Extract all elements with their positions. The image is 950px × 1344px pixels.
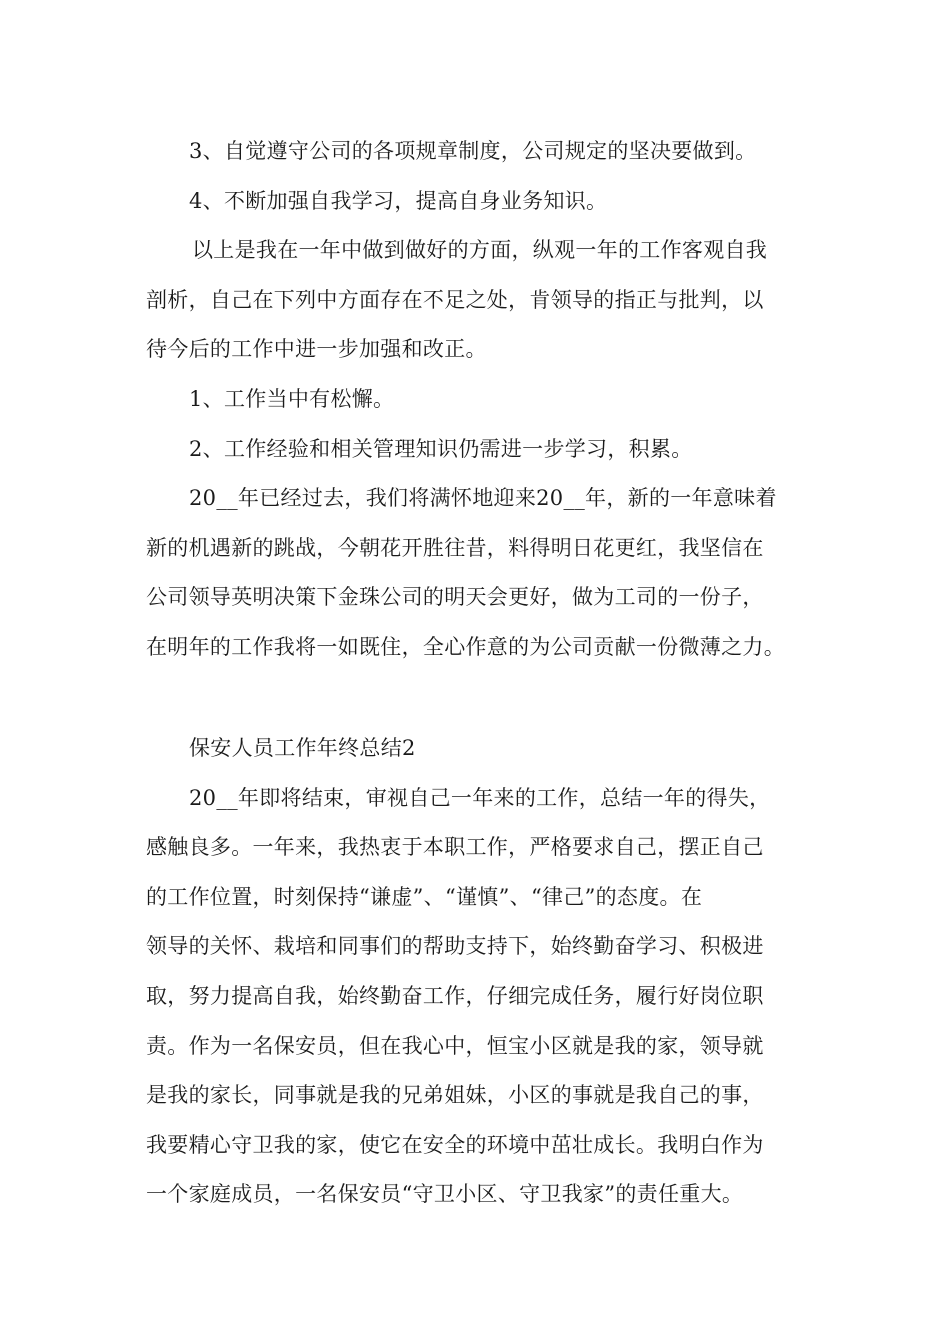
weakness-item-2: 2、工作经验和相关管理知识仍需进一步学习，积累。: [189, 436, 693, 461]
section2-paragraph-line: 我要精心守卫我的家，使它在安全的环境中茁壮成长。我明白作为: [146, 1132, 764, 1157]
section2-paragraph-line: 取，努力提高自我，始终勤奋工作，仔细完成任务，履行好岗位职: [146, 983, 764, 1008]
summary-paragraph-line: 剖析，自己在下列中方面存在不足之处，肯领导的指正与批判，以: [146, 287, 764, 312]
rule-item-3: 3、自觉遵守公司的各项规章制度，公司规定的坚决要做到。: [189, 139, 757, 163]
rule-item-4: 4、不断加强自我学习，提高自身业务知识。: [189, 188, 608, 213]
section2-paragraph-line: 一个家庭成员，一名保安员“守卫小区、守卫我家”的责任重大。: [146, 1182, 744, 1207]
section2-paragraph-line: 感触良多。一年来，我热衷于本职工作，严格要求自己，摆正自己: [146, 835, 764, 860]
outlook-paragraph-line: 在明年的工作我将一如既住，全心作意的为公司贡献一份微薄之力。: [146, 634, 785, 659]
section-title: 保安人员工作年终总结2: [189, 736, 416, 760]
section1-body: [146, 127, 806, 673]
outlook-paragraph-line: 新的机遇新的跳战，今朝花开胜往昔，料得明日花更红，我坚信在: [146, 535, 764, 560]
section2-body: [146, 724, 806, 1220]
summary-paragraph-line: 以上是我在一年中做到做好的方面，纵观一年的工作客观自我: [192, 238, 768, 263]
outlook-paragraph-line: 公司领导英明决策下金珠公司的明天会更好，做为工司的一份子，: [146, 585, 764, 610]
summary-paragraph-line: 待今后的工作中进一步加强和改正。: [146, 337, 487, 362]
section2-paragraph-line: 是我的家长，同事就是我的兄弟姐妹，小区的事就是我自己的事，: [146, 1083, 764, 1108]
outlook-paragraph-line: 20__年已经过去，我们将满怀地迎来20__年，新的一年意味着: [189, 486, 777, 511]
weakness-item-1: 1、工作当中有松懈。: [189, 386, 395, 411]
section2-paragraph-line: 20__年即将结束，审视自己一年来的工作，总结一年的得失，: [189, 785, 771, 810]
section2-paragraph-line: 责。作为一名保安员，但在我心中，恒宝小区就是我的家，领导就: [146, 1033, 764, 1058]
section2-paragraph-line: 领导的关怀、栽培和同事们的帮助支持下，始终勤奋学习、积极进: [146, 934, 764, 959]
section2-paragraph-line: 的工作位置，时刻保持“谦虚”、“谨慎”、“律己”的态度。在: [146, 884, 703, 909]
